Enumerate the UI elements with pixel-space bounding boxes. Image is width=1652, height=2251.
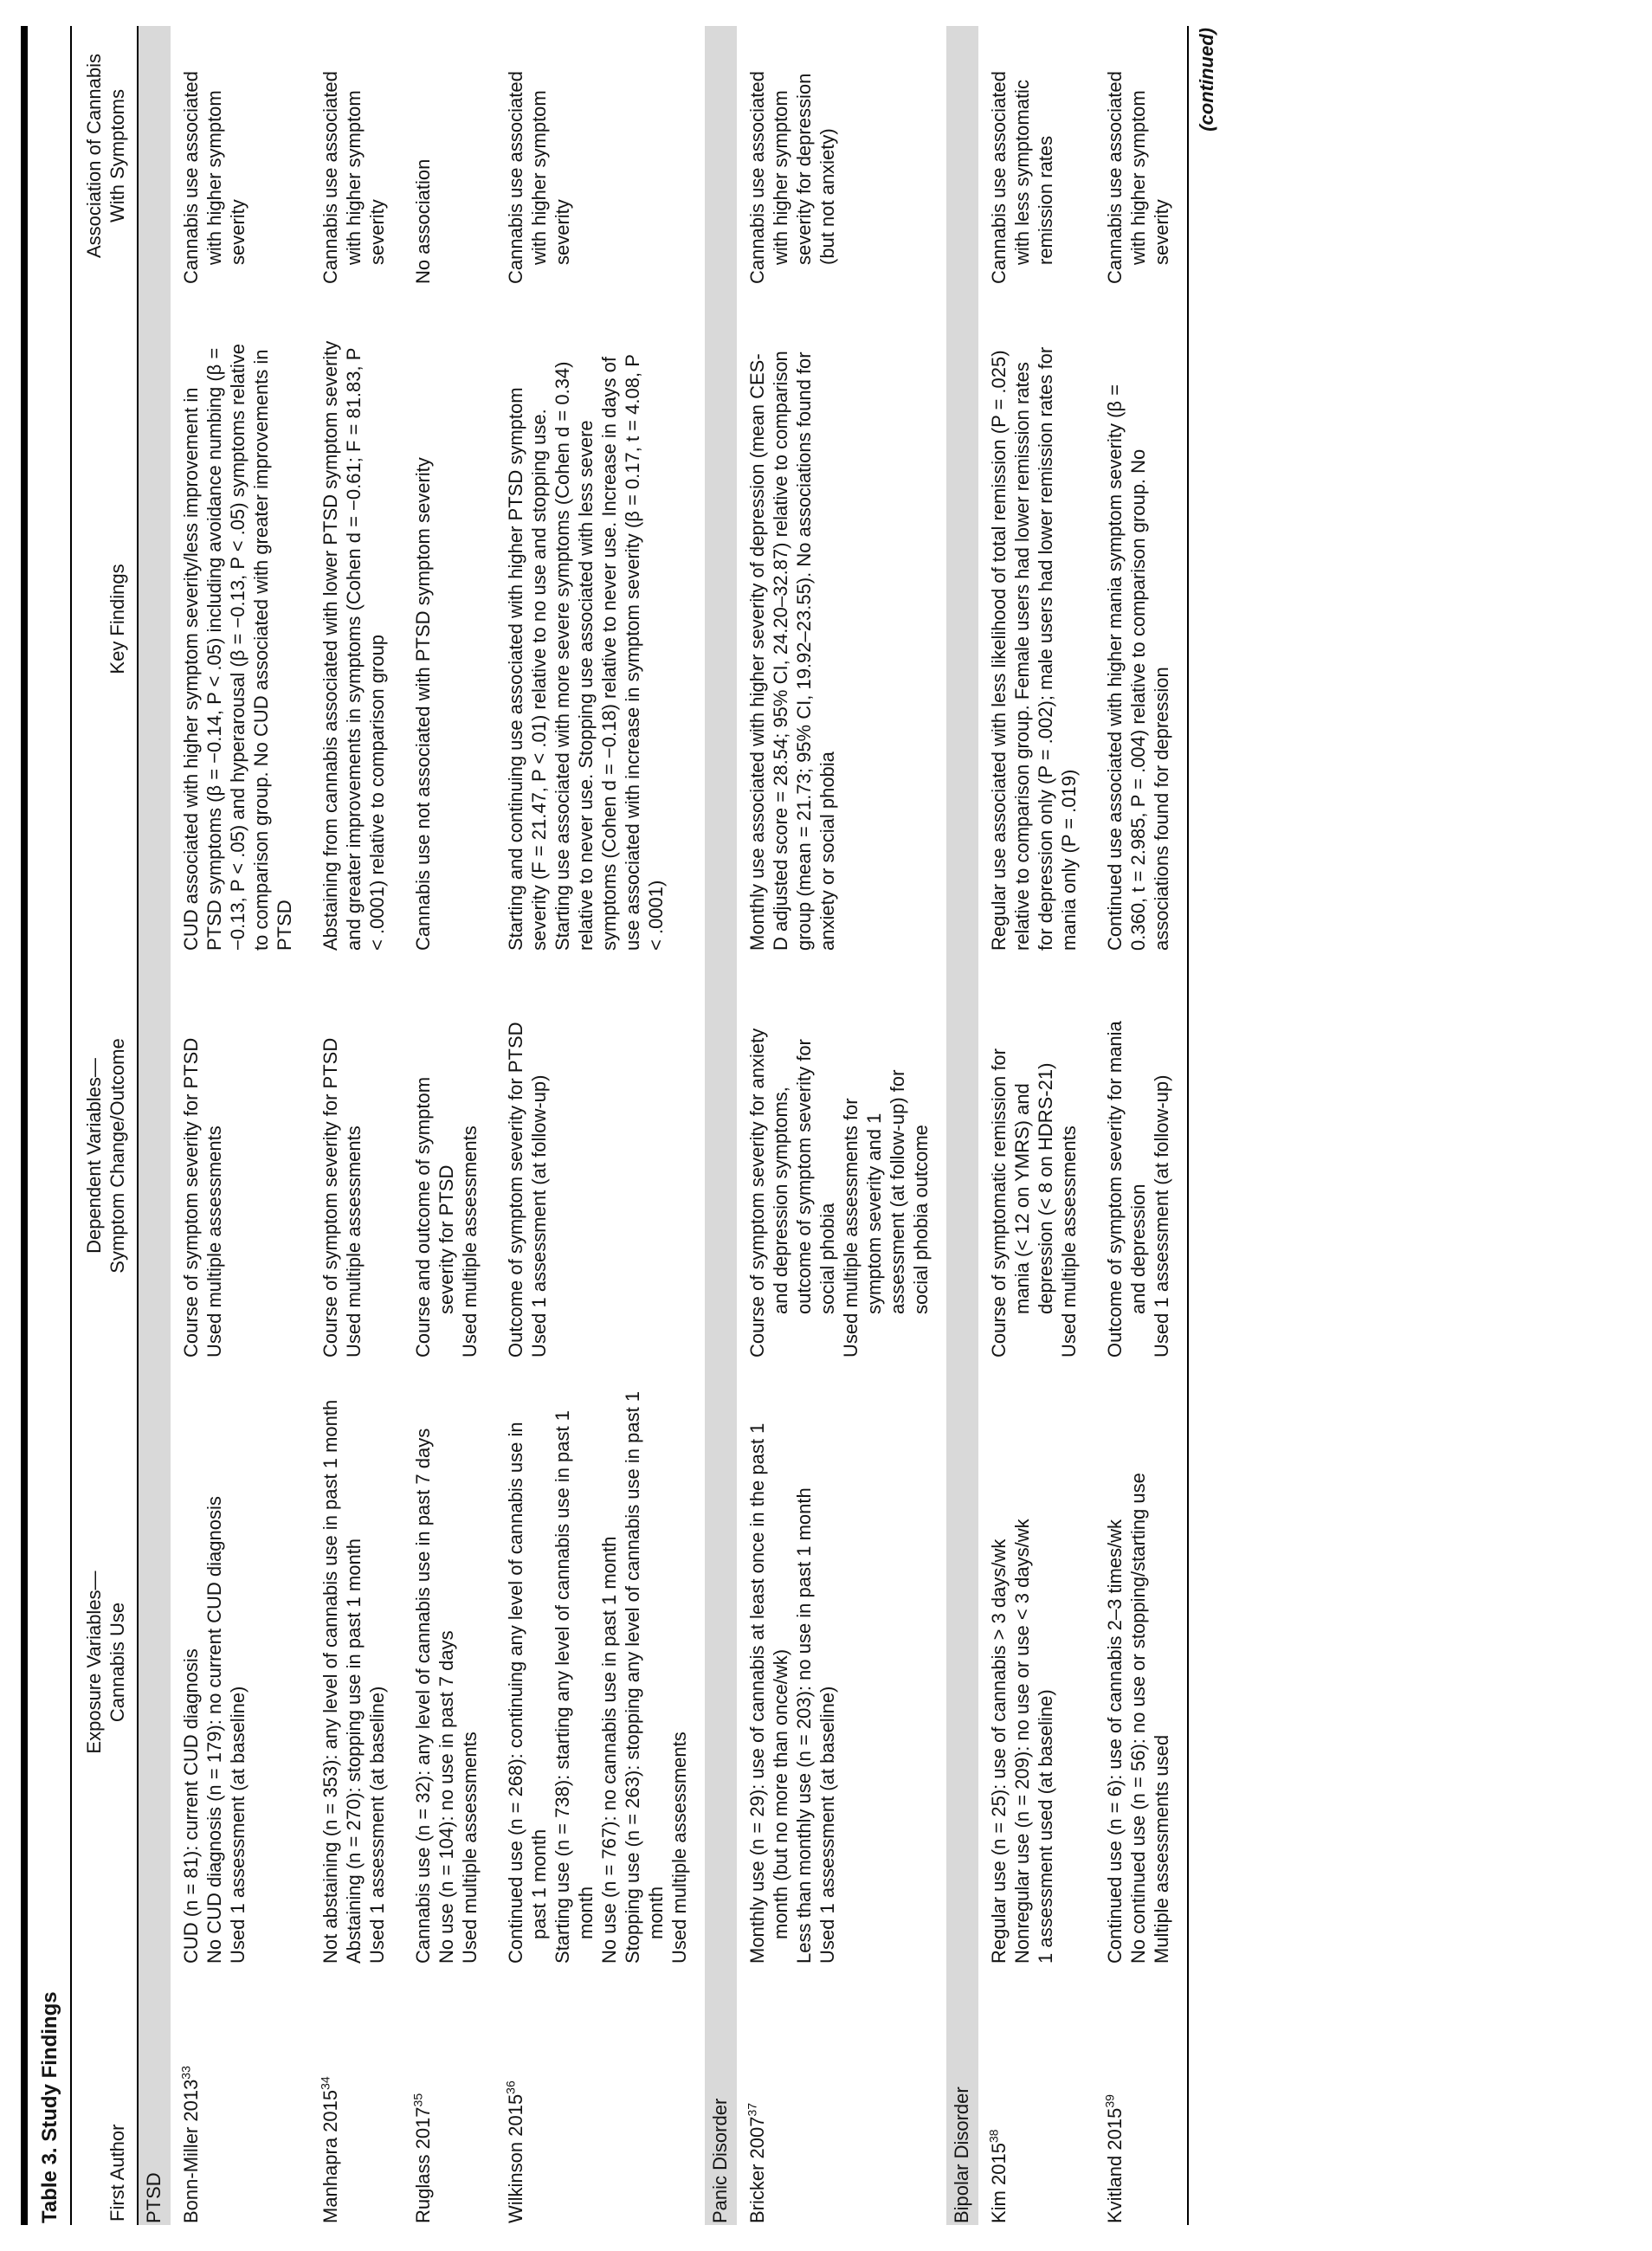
association-cell [171,26,310,286]
reference-superscript: 37 [745,2102,759,2117]
cell-entry: Cannabis use associated with higher symptom severity [180,71,248,284]
key-findings-cell [737,286,946,952]
cell-entry: Stopping use (n = 263): stopping any level of cannabis use in past 1 month [622,1390,667,1964]
cell-entry: Cannabis use associated with higher symptom severity [505,71,573,284]
key-findings-text: Abstaining from cannabis associated with lower PTSD symptom severity and greater improvements in symptoms (Cohen d = −0.61; F = 81.83, P < .0001) relative to comparison group [319,340,388,951]
author-name: Kim 2015 [988,2143,1010,2223]
author-name: Kvitland 2015 [1104,2107,1126,2223]
cell-entry: No association [412,158,434,284]
column-header-exposure [72,1359,138,1965]
column-header-dependent [72,952,138,1359]
cell-entry: Cannabis use (n = 32): any level of cannabis use in past 7 days [412,1428,434,1964]
exposure-variables-cell [978,1359,1094,1965]
continued-note: (continued) [1196,28,1217,132]
cell-entry: Cannabis use associated with higher symptom severity [1104,71,1172,284]
column-header-line: Dependent Variables— [83,1058,105,1254]
key-findings-cell [495,286,705,952]
key-findings-text: Monthly use associated with higher severity of depression (mean CES-D adjusted score = 28.54; 95% CI, 24.20–32.87) relative to comparison group (mean = 21.73; 95% CI, 19.92–23.55). No associations found for anxiety or social phobia [746,351,838,951]
cell-entry: Continued use (n = 6): use of cannabis 2–3 times/wk [1104,1519,1126,1964]
column-header-line: Association of Cannabis [83,53,105,259]
study-row [978,26,1094,2225]
reference-superscript: 39 [1102,2094,1117,2108]
cell-entry: No use (n = 767): no cannabis use in past 1 month [598,1536,620,1964]
reference-superscript: 34 [318,2076,332,2090]
association-cell [495,26,705,286]
cell-entry: Used 1 assessment (at follow-up) [528,1074,550,1358]
reference-superscript: 33 [178,2066,193,2080]
cell-entry: Used 1 assessment (at follow-up) [1151,1074,1172,1358]
reference-superscript: 38 [986,2129,1001,2144]
key-findings-cell [171,286,310,952]
cell-entry: Used multiple assessments [1058,1126,1080,1358]
dependent-variables-cell [403,952,495,1359]
key-findings-text: CUD associated with higher symptom severity/less improvement in PTSD symptoms (β = −0.14, P < .05) including avoidance numbing (β = −0.13, P < .05) and hyperarousal (β = −0.13, P < .05) symptoms relative to comparison group. No CUD associated with greater improvements in PTSD [180,344,295,951]
key-findings-cell [310,286,403,952]
cell-entry: Course of symptom severity for PTSD [319,1037,341,1358]
cell-entry: Used multiple assessments [668,1732,690,1964]
cell-entry: Regular use (n = 25): use of cannabis > 3 days/wk [988,1538,1010,1964]
table-top-rule [21,26,28,2225]
author-name: Wilkinson 2015 [505,2093,526,2223]
key-findings-cell [978,286,1094,952]
column-header-key-findings [72,286,138,952]
cell-entry: CUD (n = 81): current CUD diagnosis [180,1648,202,1964]
reference-superscript: 35 [410,2093,425,2107]
cell-entry: No continued use (n = 56): no use or stopping/starting use [1127,1473,1149,1964]
section-row [946,26,978,2225]
column-header-line: With Symptoms [106,88,128,223]
section-label: Bipolar Disorder [946,26,978,2225]
section-row [705,26,737,2225]
key-findings-text: Cannabis use not associated with PTSD symptom severity [412,457,434,951]
dependent-variables-cell [495,952,705,1359]
association-cell [403,26,495,286]
cell-entry: Nonregular use (n = 209): no use or use < 3 days/wk [1011,1519,1033,1964]
exposure-variables-cell [1094,1359,1188,1965]
first-author-cell [171,1965,310,2225]
cell-entry: Course of symptom severity for PTSD [180,1037,202,1358]
association-cell [310,26,403,286]
study-row [171,26,310,2225]
cell-entry: No CUD diagnosis (n = 179): no current CUD diagnosis [203,1496,225,1964]
key-findings-text: Regular use associated with less likelihood of total remission (P = .025) relative to comparison group. Female users had lower remission rates for depression only (P = .002); male users had lower remission rates for mania only (P = .019) [988,346,1080,951]
dependent-variables-cell [310,952,403,1359]
cell-entry: Cannabis use associated with less symptomatic remission rates [988,71,1056,284]
dependent-variables-cell [978,952,1094,1359]
study-row [737,26,946,2225]
cell-entry: Less than monthly use (n = 203): no use in past 1 month [793,1487,815,1964]
key-findings-text: Continued use associated with higher mania symptom severity (β = 0.360, t = 2.985, P = .004) relative to comparison group. No associations found for depression [1104,384,1172,951]
author-name: Bonn-Miller 2013 [180,2079,202,2223]
cell-entry: Cannabis use associated with higher symptom severity [319,71,388,284]
author-name: Ruglass 2017 [412,2106,434,2223]
cell-entry: Outcome of symptom severity for mania and depression [1104,1021,1149,1358]
column-header-first-author [72,1965,138,2225]
column-header-line: Exposure Variables— [83,1571,105,1754]
cell-entry: Used multiple assessments [343,1126,365,1358]
cell-entry: Multiple assessments used [1151,1734,1172,1964]
dependent-variables-cell [737,952,946,1359]
dependent-variables-cell [1094,952,1188,1359]
first-author-cell [310,1965,403,2225]
study-row [1094,26,1188,2225]
cell-entry: Course of symptom severity for anxiety and depression symptoms, outcome of symptom severity for social phobia [746,1028,838,1358]
association-cell [1094,26,1188,286]
author-name: Bricker 2007 [746,2116,768,2223]
cell-entry: Course and outcome of symptom severity for PTSD [412,1076,457,1358]
cell-entry: Starting use (n = 738): starting any level of cannabis use in past 1 month [552,1410,597,1964]
exposure-variables-cell [403,1359,495,1965]
exposure-variables-cell [310,1359,403,1965]
cell-entry: 1 assessment used (at baseline) [1035,1689,1056,1964]
first-author-cell [495,1965,705,2225]
cell-entry: Course of symptomatic remission for mania (< 12 on YMRS) and depression (< 8 on HDRS-21) [988,1048,1056,1358]
cell-entry: Used multiple assessments [459,1126,481,1358]
column-header-line: Symptom Change/Outcome [106,1038,128,1274]
table-title: Table 3. Study Findings [28,26,72,2225]
first-author-cell [978,1965,1094,2225]
cell-entry: Used multiple assessments [203,1126,225,1358]
cell-entry: Abstaining (n = 270): stopping use in past 1 month [343,1538,365,1964]
first-author-cell [403,1965,495,2225]
study-row [403,26,495,2225]
section-row [138,26,171,2225]
exposure-variables-cell [737,1359,946,1965]
association-cell [737,26,946,286]
study-findings-table [72,26,1189,2225]
table-body [138,26,1188,2225]
cell-entry: Used multiple assessments for symptom severity and 1 assessment (at follow-up) for social phobia outcome [840,1069,932,1358]
cell-entry: Used 1 assessment (at baseline) [366,1686,388,1964]
section-label: PTSD [138,26,171,2225]
cell-entry: Used multiple assessments [459,1732,481,1964]
association-cell [978,26,1094,286]
cell-entry: Monthly use (n = 29): use of cannabis at least once in the past 1 month (but no more than once/wk) [746,1422,791,1964]
first-author-cell [737,1965,946,2225]
cell-entry: Outcome of symptom severity for PTSD [505,1022,526,1358]
key-findings-text: Starting and continuing use associated with higher PTSD symptom severity (F = 21.47, P < .01) relative to no use and stopping use. Starting use associated with more severe symptoms (Cohen d = 0.34) relative to never use. Stopping use associated with less severe symptoms (Cohen d = −0.18) relative to never use. Increase in days of use associated with increase in symptom severity (β = 0.17, t = 4.08, P < .0001) [505,354,667,951]
column-header-row [72,26,138,2225]
author-name: Manhapra 2015 [319,2089,341,2223]
column-header-line: Cannabis Use [106,1602,128,1723]
cell-entry: No use (n = 104): no use in past 7 days [436,1630,457,1964]
exposure-variables-cell [171,1359,310,1965]
first-author-cell [1094,1965,1188,2225]
column-header-line: First Author [106,2124,128,2222]
column-header-line: Key Findings [106,564,128,674]
section-label: Panic Disorder [705,26,737,2225]
reference-superscript: 36 [503,2080,518,2094]
dependent-variables-cell [171,952,310,1359]
column-header-association [72,26,138,286]
exposure-variables-cell [495,1359,705,1965]
study-row [495,26,705,2225]
cell-entry: Not abstaining (n = 353): any level of cannabis use in past 1 month [319,1399,341,1964]
key-findings-cell [403,286,495,952]
cell-entry: Used 1 assessment (at baseline) [816,1686,838,1964]
key-findings-cell [1094,286,1188,952]
cell-entry: Used 1 assessment (at baseline) [227,1686,248,1964]
cell-entry: Cannabis use associated with higher symptom severity for depression (but not anxiety) [746,71,838,284]
cell-entry: Continued use (n = 268): continuing any level of cannabis use in past 1 month [505,1422,550,1964]
study-row [310,26,403,2225]
